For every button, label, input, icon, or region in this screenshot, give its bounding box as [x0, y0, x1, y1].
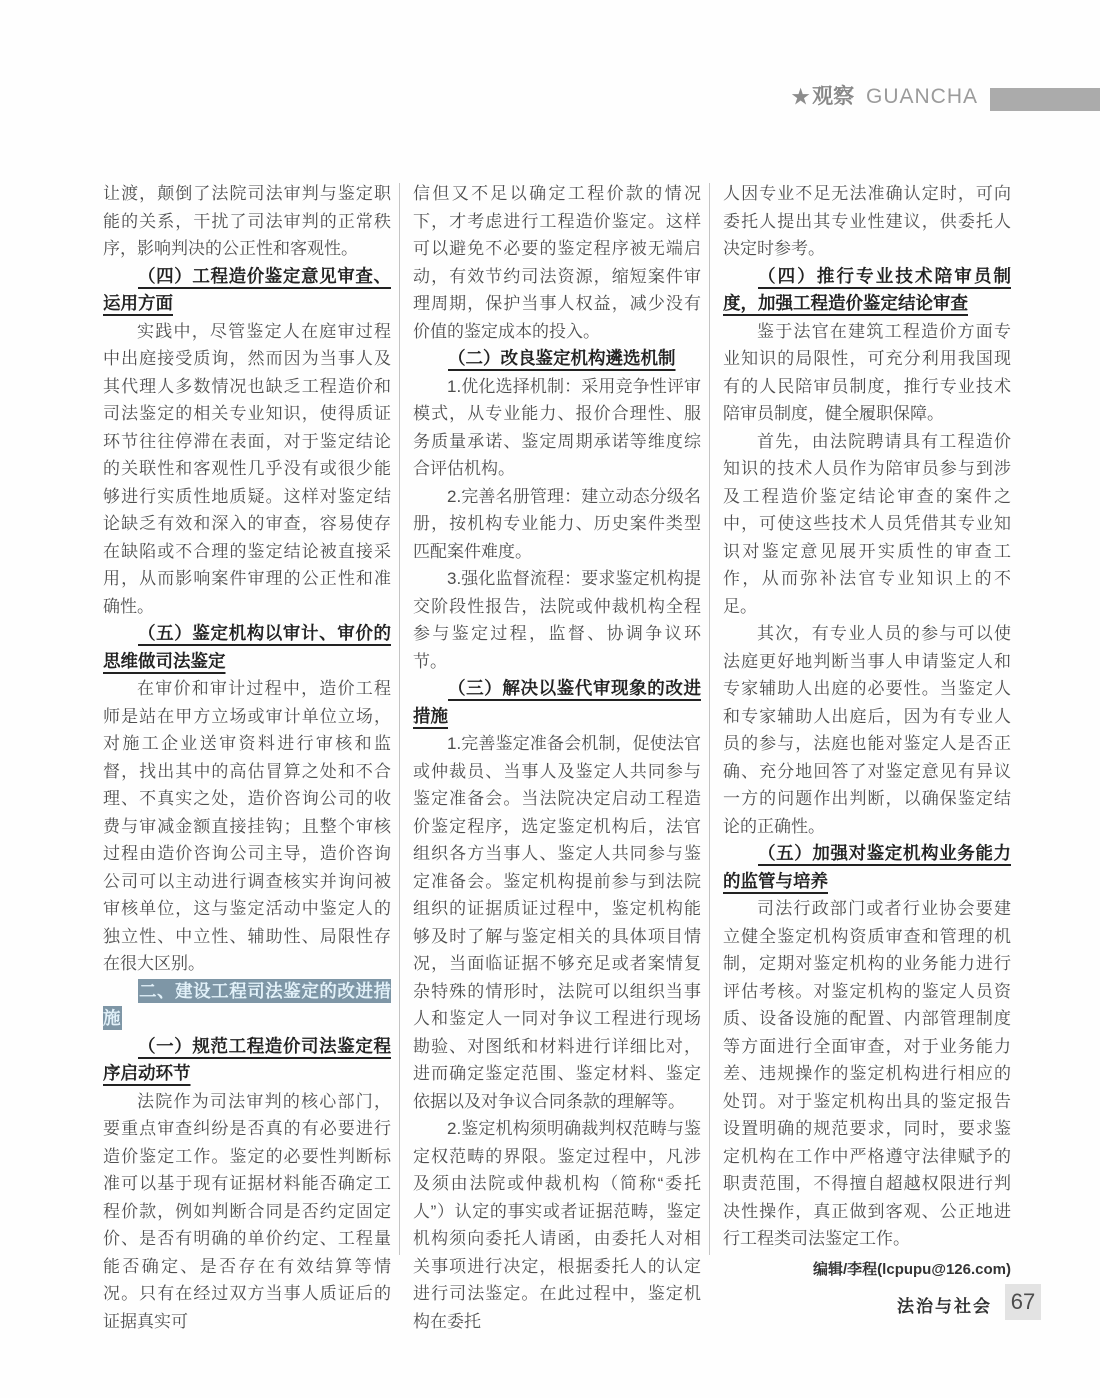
sub-heading: （三）解决以鉴代审现象的改进措施: [413, 678, 701, 726]
section-name-en: GUANCHA: [865, 85, 978, 108]
section-name-cn: 观察: [812, 85, 855, 108]
paragraph-continuation: 信但又不足以确定工程价款的情况下，才考虑进行工程造价鉴定。这样可以避免不必要的鉴定程序被无端启动，有效节约司法资源，缩短案件审理周期，保护当事人权益，减少没有价值的鉴定成本的投入。: [413, 184, 701, 341]
paragraph-continuation: 让渡，颠倒了法院司法审判与鉴定职能的关系，干扰了司法审判的正常秩序，影响判决的公正性和客观性。: [103, 184, 391, 258]
paragraph: 首先，由法院聘请具有工程造价知识的技术人员作为陪审员参与到涉及工程造价鉴定结论审查的案件之中，可使这些技术人员凭借其专业知识对鉴定意见展开实质性的审查工作，从而弥补法官专业知识上的不足。: [723, 431, 1011, 616]
page-number: 67: [1005, 1284, 1041, 1320]
column-divider-1: [399, 183, 400, 1255]
sub-heading: （一）规范工程造价司法鉴定程序启动环节: [103, 1035, 391, 1083]
article-column-3: [723, 180, 1011, 1283]
paragraph-continuation: 人因专业不足无法准确认定时，可向委托人提出其专业性建议，供委托人决定时参考。: [723, 184, 1011, 258]
paragraph: 3.强化监督流程：要求鉴定机构提交阶段性报告，法院或仲裁机构全程参与鉴定过程，监督、协调争议环节。: [413, 569, 701, 671]
sub-heading: （五）鉴定机构以审计、审价的思维做司法鉴定: [103, 623, 391, 671]
sub-heading: （二）改良鉴定机构遴选机制: [448, 348, 676, 368]
paragraph: 鉴于法官在建筑工程造价方面专业知识的局限性，可充分利用我国现有的人民陪审员制度，推行专业技术陪审员制度，健全履职保障。: [723, 321, 1011, 423]
header-decorative-bar: [990, 88, 1100, 111]
paragraph: 其次，有专业人员的参与可以使法庭更好地判断当事人申请鉴定人和专家辅助人出庭的必要性。当鉴定人和专家辅助人出庭后，因为有专业人员的参与，法庭也能对鉴定人是否正确、充分地回答了对鉴定意见有异议一方的问题作出判断，以确保鉴定结论的正确性。: [723, 624, 1011, 836]
paragraph: 法院作为司法审判的核心部门，要重点审查纠纷是否真的有必要进行造价鉴定工作。鉴定的必要性判断标准可以基于现有证据材料能否确定工程价款，例如判断合同是否约定固定价、是否有明确的单价约定、工程量能否确定、是否存在有效结算等情况。只有在经过双方当事人质证后的证据真实可: [103, 1091, 391, 1331]
paragraph: 1.完善鉴定准备会机制，促使法官或仲裁员、当事人及鉴定人共同参与鉴定准备会。当法院决定启动工程造价鉴定程序，选定鉴定机构后，法官组织各方当事人、鉴定人共同参与鉴定准备会。鉴定机构提前参与到法院组织的证据质证过程中，鉴定机构能够及时了解与鉴定相关的具体项目情况，当面临证据不够充足或者案情复杂特殊的情形时，法院可以组织当事人和鉴定人一同对争议工程进行现场勘验、对图纸和材料进行详细比对，进而确定鉴定范围、鉴定材料、鉴定依据以及对争议合同条款的理解等。: [413, 734, 701, 1111]
paragraph: 1.优化选择机制：采用竞争性评审模式，从专业能力、报价合理性、服务质量承诺、鉴定周期承诺等维度综合评估机构。: [413, 376, 701, 478]
star-icon: ★: [791, 87, 811, 108]
chapter-heading: 二、建设工程司法鉴定的改进措施: [103, 980, 391, 1028]
paragraph: 2.鉴定机构须明确裁判权范畴与鉴定权范畴的界限。鉴定过程中，凡涉及须由法院或仲裁机构（简称“委托人”）认定的事实或者证据范畴，鉴定机构须向委托人请函，由委托人对相关事项进行决定，根据委托人的认定进行司法鉴定。在此过程中，鉴定机构在委托: [413, 1119, 701, 1331]
sub-heading: （四）推行专业技术陪审员制度，加强工程造价鉴定结论审查: [723, 265, 1011, 313]
paragraph: 在审价和审计过程中，造价工程师是站在甲方立场或审计单位立场，对施工企业送审资料进行审核和监督，找出其中的高估冒算之处和不合理、不真实之处，造价咨询公司的收费与审减金额直接挂钩；且整个审核过程由造价咨询公司主导，造价咨询公司可以主动进行调查核实并询问被审核单位，这与鉴定活动中鉴定人的独立性、中立性、辅助性、局限性存在很大区别。: [103, 679, 391, 973]
column-divider-2: [709, 183, 710, 1255]
article-column-2: [413, 180, 701, 1335]
paragraph: 2.完善名册管理：建立动态分级名册，按机构专业能力、历史案件类型匹配案件难度。: [413, 486, 701, 561]
paragraph: 司法行政部门或者行业协会要建立健全鉴定机构资质审查和管理的机制，定期对鉴定机构的业务能力进行评估考核。对鉴定机构的鉴定人员资质、设备设施的配置、内部管理制度等方面进行全面审查，对于业务能力差、违规操作的鉴定机构进行相应的处罚。对于鉴定机构出具的鉴定报告设置明确的规范要求，同时，要求鉴定机构在工作中严格遵守法律赋予的职责范围，不得擅自超越权限进行判决性操作，真正做到客观、公正地进行工程类司法鉴定工作。: [723, 899, 1011, 1248]
article-column-1: [103, 180, 391, 1335]
page-header: [791, 84, 978, 110]
journal-name: 法治与社会: [897, 1297, 992, 1316]
editor-credit: 编辑/李程(lcpupu@126.com): [813, 1260, 1011, 1278]
paragraph: 实践中，尽管鉴定人在庭审过程中出庭接受质询，然而因为当事人及其代理人多数情况也缺乏工程造价和司法鉴定的相关专业知识，使得质证环节往往停滞在表面，对于鉴定结论的关联性和客观性几乎没有或很少能够进行实质性地质疑。这样对鉴定结论缺乏有效和深入的审查，容易使存在缺陷或不合理的鉴定结论被直接采用，从而影响案件审理的公正性和准确性。: [103, 321, 391, 616]
sub-heading: （五）加强对鉴定机构业务能力的监管与培养: [723, 843, 1011, 891]
sub-heading: （四）工程造价鉴定意见审查、运用方面: [103, 265, 391, 313]
